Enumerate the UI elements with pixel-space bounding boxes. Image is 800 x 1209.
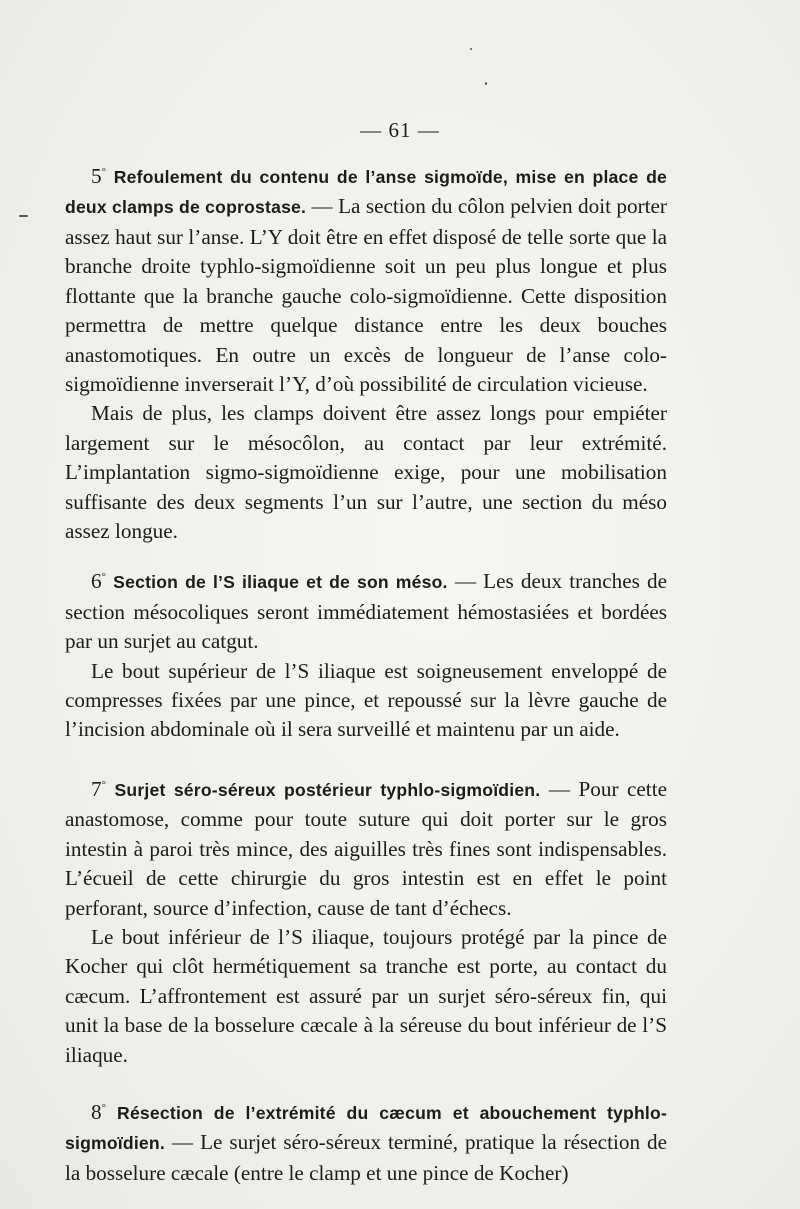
- section-5-paragraph-1: [65, 158, 667, 399]
- body-text: [65, 158, 667, 1188]
- section-8-number: 8°: [91, 1100, 106, 1125]
- section-5-text-1: — La section du côlon pelvien doit porter assez haut sur l’anse. L’Y doit être en effet disposé de telle sorte que la branche droite typhlo-sigmoïdienne soit un peu plus longue et plus flottante que la branche gauche colo-sigmoïdienne. Cette disposition permettra de mettre quelque distance entre les deux bouches anastomotiques. En outre un excès de longueur de l’anse colo-sigmoïdienne inverserait l’Y, d’où possibilité de circulation vicieuse.: [65, 194, 667, 396]
- section-6-paragraph-2: Le bout supérieur de l’S iliaque est soigneusement enveloppé de compresses fixées par une pince, et repoussé sur la lèvre gauche de l’incision abdominale où il sera surveillé et maintenu par un aide.: [65, 658, 667, 742]
- ink-speck: [485, 82, 487, 85]
- section-8-text-1: — Le surjet séro-séreux terminé, pratique la résection de la bosselure cæcale (entre le clamp et une pince de Kocher): [65, 1130, 667, 1185]
- section-6-paragraph-1: [65, 563, 667, 656]
- section-5-paragraph-2: Mais de plus, les clamps doivent être assez longs pour empiéter largement sur le mésocôlon, au contact par leur extrémité. L’implantation sigmo-sigmoïdienne exige, pour une mobilisation suffisante des deux segments l’un sur l’autre, une section du méso assez longue.: [65, 401, 667, 543]
- section-5-number: 5°: [91, 164, 106, 189]
- ink-speck: [470, 48, 472, 50]
- ink-speck: [19, 215, 28, 217]
- section-7-paragraph-2: Le bout inférieur de l’S iliaque, toujours protégé par la pince de Kocher qui clôt hermétiquement sa tranche est porte, au contact du cæcum. L’affrontement est assuré par un surjet séro-séreux fin, qui unit la base de la bosselure cæcale à la séreuse du bout inférieur de l’S iliaque.: [65, 924, 667, 1067]
- section-7-text-1: — Pour cette anastomose, comme pour toute suture qui doit porter sur le gros intestin à paroi très mince, des aiguilles très fines sont indispensables. L’écueil de cette chirurgie du gros intestin est en effet le point perforant, source d’infection, cause de tant d’échecs.: [65, 776, 667, 920]
- section-8-heading: Résection de l’extrémité du cæcum et abouchement typhlo-sigmoïdien.: [65, 1103, 668, 1154]
- section-6-number: 6°: [91, 569, 106, 594]
- section-6-heading: Section de l’S iliaque et de son méso.: [113, 572, 448, 593]
- section-7-paragraph-1: [65, 771, 667, 923]
- page-number: — 61 —: [360, 118, 440, 142]
- section-7-heading: Surjet séro-séreux postérieur typhlo-sigmoïdien.: [114, 779, 541, 800]
- section-5-heading: Refoulement du contenu de l’anse sigmoïde, mise en place de deux clamps de coprostase.: [65, 167, 668, 218]
- section-7-number: 7°: [91, 776, 106, 801]
- section-8-paragraph-1: [65, 1094, 667, 1188]
- section-6-text-1: — Les deux tranches de section mésocoliques seront immédiatement hémostasiées et bordées par un surjet au catgut.: [65, 569, 668, 654]
